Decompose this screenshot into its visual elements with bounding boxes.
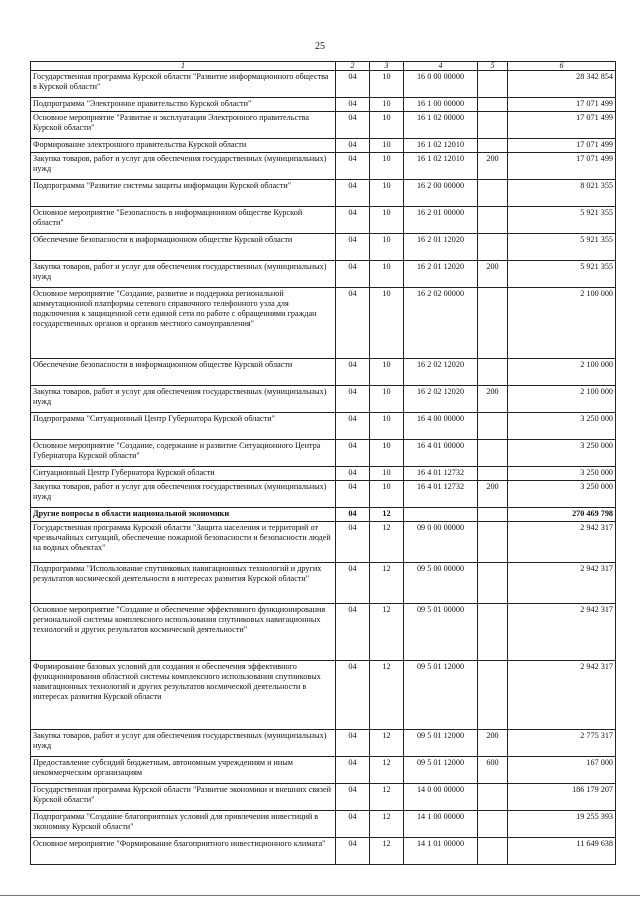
row-subsection-cell: 10	[370, 481, 404, 508]
row-target-article-cell: 16 1 00 00000	[404, 98, 478, 112]
table-row	[31, 153, 616, 180]
row-expense-type-cell	[478, 139, 508, 153]
row-target-article-cell: 09 5 01 12000	[404, 730, 478, 757]
row-expense-type-cell	[478, 359, 508, 386]
row-expense-type-cell	[478, 563, 508, 604]
row-amount-cell: 8 021 355	[508, 180, 616, 207]
row-name-cell: Подпрограмма "Электронное правительство Курской области"	[31, 98, 336, 112]
row-target-article-cell: 16 4 00 00000	[404, 413, 478, 440]
row-amount-cell: 2 100 000	[508, 288, 616, 359]
row-subsection-cell: 10	[370, 207, 404, 234]
header-col-1: 1	[31, 62, 336, 71]
row-subsection-cell: 12	[370, 730, 404, 757]
row-target-article-cell: 16 2 01 12020	[404, 234, 478, 261]
row-section-cell: 04	[336, 563, 370, 604]
row-subsection-cell: 12	[370, 838, 404, 865]
row-target-article-cell	[404, 508, 478, 522]
table-row	[31, 234, 616, 261]
row-amount-cell: 2 942 317	[508, 522, 616, 563]
row-name-cell: Обеспечение безопасности в информационном обществе Курской области	[31, 234, 336, 261]
table-row	[31, 180, 616, 207]
row-expense-type-cell	[478, 180, 508, 207]
row-name-cell: Основное мероприятие "Безопасность в информационном обществе Курской области"	[31, 207, 336, 234]
row-expense-type-cell	[478, 522, 508, 563]
row-section-cell: 04	[336, 838, 370, 865]
row-expense-type-cell	[478, 288, 508, 359]
table-row	[31, 563, 616, 604]
row-amount-cell: 2 942 317	[508, 661, 616, 730]
row-name-cell: Предоставление субсидий бюджетным, автономным учреждениям и иным некоммерческим организациям	[31, 757, 336, 784]
row-subsection-cell: 12	[370, 508, 404, 522]
row-expense-type-cell	[478, 234, 508, 261]
row-amount-cell: 3 250 000	[508, 481, 616, 508]
row-section-cell: 04	[336, 757, 370, 784]
row-expense-type-cell: 200	[478, 261, 508, 288]
row-name-cell: Закупка товаров, работ и услуг для обеспечения государственных (муниципальных) нужд	[31, 153, 336, 180]
table-body	[31, 71, 616, 865]
row-section-cell: 04	[336, 112, 370, 139]
row-amount-cell: 5 921 355	[508, 234, 616, 261]
table-row	[31, 811, 616, 838]
row-subsection-cell: 10	[370, 98, 404, 112]
row-name-cell: Подпрограмма "Создание благоприятных условий для привлечения инвестиций в экономику Курской области"	[31, 811, 336, 838]
row-name-cell: Закупка товаров, работ и услуг для обеспечения государственных (муниципальных) нужд	[31, 386, 336, 413]
row-section-cell: 04	[336, 661, 370, 730]
row-subsection-cell: 10	[370, 386, 404, 413]
row-section-cell: 04	[336, 413, 370, 440]
row-target-article-cell: 16 4 01 12732	[404, 467, 478, 481]
row-target-article-cell: 16 0 00 00000	[404, 71, 478, 98]
row-expense-type-cell	[478, 784, 508, 811]
row-subsection-cell: 10	[370, 153, 404, 180]
row-amount-cell: 17 071 499	[508, 153, 616, 180]
row-amount-cell: 17 071 499	[508, 139, 616, 153]
row-section-cell: 04	[336, 359, 370, 386]
row-name-cell: Основное мероприятие "Создание и обеспечение эффективного функционирования региональной системы комплексного использования спутниковых навигационных технологий и других результатов космической деятельности"	[31, 604, 336, 661]
row-name-cell: Закупка товаров, работ и услуг для обеспечения государственных (муниципальных) нужд	[31, 730, 336, 757]
table-row	[31, 481, 616, 508]
row-amount-cell: 2 100 000	[508, 386, 616, 413]
row-expense-type-cell	[478, 811, 508, 838]
row-subsection-cell: 10	[370, 180, 404, 207]
row-expense-type-cell	[478, 661, 508, 730]
row-amount-cell: 11 649 638	[508, 838, 616, 865]
row-amount-cell: 186 179 207	[508, 784, 616, 811]
row-section-cell: 04	[336, 288, 370, 359]
row-amount-cell: 3 250 000	[508, 467, 616, 481]
row-subsection-cell: 10	[370, 139, 404, 153]
row-amount-cell: 2 942 317	[508, 563, 616, 604]
row-amount-cell: 2 100 000	[508, 359, 616, 386]
row-expense-type-cell	[478, 604, 508, 661]
row-target-article-cell: 09 5 01 12000	[404, 661, 478, 730]
row-subsection-cell: 10	[370, 440, 404, 467]
row-expense-type-cell: 200	[478, 481, 508, 508]
row-name-cell: Обеспечение безопасности в информационном обществе Курской области	[31, 359, 336, 386]
row-subsection-cell: 10	[370, 288, 404, 359]
row-section-cell: 04	[336, 784, 370, 811]
table-row	[31, 784, 616, 811]
row-section-cell: 04	[336, 153, 370, 180]
row-target-article-cell: 16 2 00 00000	[404, 180, 478, 207]
row-section-cell: 04	[336, 811, 370, 838]
table-row	[31, 207, 616, 234]
row-target-article-cell: 14 1 00 00000	[404, 811, 478, 838]
row-name-cell: Другие вопросы в области национальной экономики	[31, 508, 336, 522]
row-expense-type-cell	[478, 508, 508, 522]
row-subsection-cell: 10	[370, 467, 404, 481]
row-name-cell: Основное мероприятие "Формирование благоприятного инвестиционного климата"	[31, 838, 336, 865]
row-amount-cell: 19 255 393	[508, 811, 616, 838]
row-target-article-cell: 16 1 02 00000	[404, 112, 478, 139]
row-amount-cell: 5 921 355	[508, 261, 616, 288]
row-section-cell: 04	[336, 386, 370, 413]
row-target-article-cell: 16 4 01 12732	[404, 481, 478, 508]
row-amount-cell: 167 000	[508, 757, 616, 784]
table-row	[31, 838, 616, 865]
row-amount-cell: 17 071 499	[508, 112, 616, 139]
row-target-article-cell: 16 2 01 00000	[404, 207, 478, 234]
row-name-cell: Основное мероприятие "Развитие и эксплуатация Электронного правительства Курской области"	[31, 112, 336, 139]
row-section-cell: 04	[336, 440, 370, 467]
row-section-cell: 04	[336, 481, 370, 508]
table-row	[31, 98, 616, 112]
row-section-cell: 04	[336, 234, 370, 261]
row-expense-type-cell	[478, 207, 508, 234]
row-section-cell: 04	[336, 730, 370, 757]
row-expense-type-cell: 600	[478, 757, 508, 784]
table-row	[31, 604, 616, 661]
row-expense-type-cell	[478, 467, 508, 481]
row-name-cell: Закупка товаров, работ и услуг для обеспечения государственных (муниципальных) нужд	[31, 481, 336, 508]
row-subsection-cell: 12	[370, 757, 404, 784]
table-row	[31, 413, 616, 440]
header-col-4: 4	[404, 62, 478, 71]
row-expense-type-cell	[478, 71, 508, 98]
header-row	[31, 62, 616, 71]
header-col-3: 3	[370, 62, 404, 71]
row-amount-cell: 28 342 854	[508, 71, 616, 98]
row-name-cell: Государственная программа Курской области "Защита населения и территорий от чрезвычайных ситуаций, обеспечение пожарной безопасности и безопасности людей на водных объектах"	[31, 522, 336, 563]
row-target-article-cell: 14 0 00 00000	[404, 784, 478, 811]
row-name-cell: Основное мероприятие "Создание, содержание и развитие Ситуационного Центра Губернатора Курской области"	[31, 440, 336, 467]
row-name-cell: Государственная программа Курской области "Развитие экономики и внешних связей Курской области"	[31, 784, 336, 811]
row-subsection-cell: 10	[370, 413, 404, 440]
row-name-cell: Формирование электронного правительства Курской области	[31, 139, 336, 153]
row-subsection-cell: 12	[370, 563, 404, 604]
row-target-article-cell: 16 2 02 12020	[404, 386, 478, 413]
header-col-2: 2	[336, 62, 370, 71]
row-subsection-cell: 10	[370, 71, 404, 98]
row-target-article-cell: 16 1 02 12010	[404, 153, 478, 180]
row-expense-type-cell	[478, 413, 508, 440]
row-subsection-cell: 10	[370, 261, 404, 288]
row-name-cell: Ситуационный Центр Губернатора Курской области	[31, 467, 336, 481]
row-expense-type-cell	[478, 838, 508, 865]
row-amount-cell: 3 250 000	[508, 413, 616, 440]
header-col-5: 5	[478, 62, 508, 71]
row-target-article-cell: 16 2 02 00000	[404, 288, 478, 359]
table-row	[31, 730, 616, 757]
row-section-cell: 04	[336, 261, 370, 288]
table-row	[31, 112, 616, 139]
row-section-cell: 04	[336, 467, 370, 481]
row-subsection-cell: 12	[370, 811, 404, 838]
table-row	[31, 440, 616, 467]
row-subsection-cell: 12	[370, 661, 404, 730]
table-row	[31, 386, 616, 413]
row-name-cell: Формирование базовых условий для создания и обеспечения эффективного функционирования областной системы комплексного использования спутниковых навигационных технологий и других результатов космической деятельности в интересах развития Курской области	[31, 661, 336, 730]
row-target-article-cell: 09 5 00 00000	[404, 563, 478, 604]
row-subsection-cell: 12	[370, 604, 404, 661]
table-row	[31, 757, 616, 784]
row-amount-cell: 270 469 798	[508, 508, 616, 522]
page-number: 25	[315, 41, 325, 52]
row-name-cell: Государственная программа Курской области "Развитие информационного общества в Курской области"	[31, 71, 336, 98]
row-amount-cell: 17 071 499	[508, 98, 616, 112]
row-section-cell: 04	[336, 71, 370, 98]
row-target-article-cell: 14 1 01 00000	[404, 838, 478, 865]
row-name-cell: Закупка товаров, работ и услуг для обеспечения государственных (муниципальных) нужд	[31, 261, 336, 288]
table-row	[31, 71, 616, 98]
row-name-cell: Подпрограмма "Использование спутниковых навигационных технологий и других результатов космической деятельности в интересах развития Курской области"	[31, 563, 336, 604]
row-section-cell: 04	[336, 180, 370, 207]
table-row	[31, 288, 616, 359]
row-expense-type-cell: 200	[478, 730, 508, 757]
row-target-article-cell: 09 5 01 00000	[404, 604, 478, 661]
row-expense-type-cell	[478, 98, 508, 112]
table-row	[31, 508, 616, 522]
row-target-article-cell: 09 5 01 12000	[404, 757, 478, 784]
row-section-cell: 04	[336, 98, 370, 112]
row-target-article-cell: 09 0 00 00000	[404, 522, 478, 563]
table-row	[31, 661, 616, 730]
row-subsection-cell: 10	[370, 112, 404, 139]
row-target-article-cell: 16 2 01 12020	[404, 261, 478, 288]
row-section-cell: 04	[336, 207, 370, 234]
table-row	[31, 467, 616, 481]
row-name-cell: Подпрограмма "Ситуационный Центр Губернатора Курской области"	[31, 413, 336, 440]
row-subsection-cell: 12	[370, 522, 404, 563]
row-expense-type-cell	[478, 440, 508, 467]
row-expense-type-cell: 200	[478, 386, 508, 413]
row-subsection-cell: 10	[370, 234, 404, 261]
page-bottom-divider	[0, 895, 640, 896]
row-section-cell: 04	[336, 604, 370, 661]
row-section-cell: 04	[336, 139, 370, 153]
row-amount-cell: 3 250 000	[508, 440, 616, 467]
row-subsection-cell: 10	[370, 359, 404, 386]
row-name-cell: Подпрограмма "Развитие системы защиты информации Курской области"	[31, 180, 336, 207]
row-expense-type-cell: 200	[478, 153, 508, 180]
row-name-cell: Основное мероприятие "Создание, развитие и поддержка региональной коммутационной платформы сетевого справочного телефонного узла для подключения к защищенной сети единой сети по работе с обращениями граждан государственных органов и органов местного самоуправления"	[31, 288, 336, 359]
row-target-article-cell: 16 2 02 12020	[404, 359, 478, 386]
header-col-6: 6	[508, 62, 616, 71]
row-subsection-cell: 12	[370, 784, 404, 811]
table-row	[31, 359, 616, 386]
row-section-cell: 04	[336, 522, 370, 563]
row-target-article-cell: 16 1 02 12010	[404, 139, 478, 153]
table-row	[31, 522, 616, 563]
table-row	[31, 139, 616, 153]
row-section-cell: 04	[336, 508, 370, 522]
row-target-article-cell: 16 4 01 00000	[404, 440, 478, 467]
row-amount-cell: 2 942 317	[508, 604, 616, 661]
row-amount-cell: 5 921 355	[508, 207, 616, 234]
table-row	[31, 261, 616, 288]
budget-table	[30, 61, 616, 865]
row-expense-type-cell	[478, 112, 508, 139]
row-amount-cell: 2 775 317	[508, 730, 616, 757]
